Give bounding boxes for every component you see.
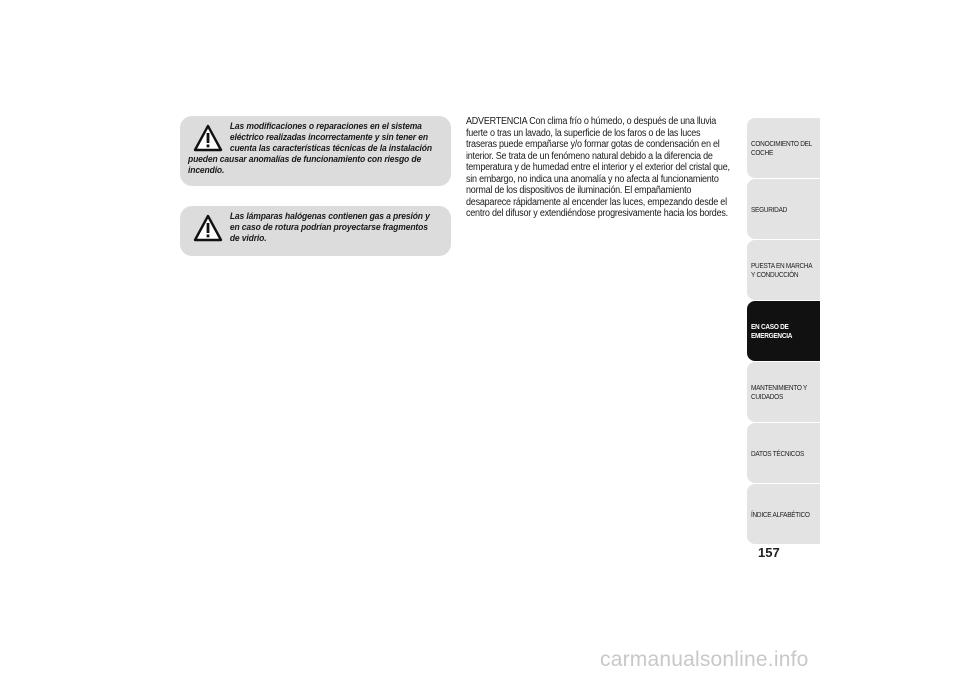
advertencia-paragraph: ADVERTENCIA Con clima frío o húmedo, o después de una lluvia fuerte o tras un lavado, la superficie de los faros o de las luces traseras puede empañarse y/o formar gotas de condensación en el interior. Se trata de un fenómeno natural debido a la diferencia de temperatura y de humedad entre el interior y el exterior del cristal que, sin embargo, no indica una anomalía y no afecta al funcionamiento normal de los dispositivos de iluminación. El empañamiento desaparece rápidamente al encender las luces, empezando desde el centro del difusor y extendiéndose progresivamente hacia los bordes. [466,116,730,219]
watermark: carmanualsonline.info [600,648,809,671]
tab-seguridad[interactable]: SEGURIDAD [747,179,820,239]
warning-text: Las lámparas halógenas contienen gas a presión y en caso de rotura podrían proyectarse fragmentos de vidrio. [229,211,430,243]
warning-box-halogen [180,206,451,256]
page-number: 157 [758,545,780,560]
tab-indice-alfabetico[interactable]: ÍNDICE ALFABÉTICO [747,484,820,544]
warning-box-electrical [180,116,451,186]
warning-text: Las modificaciones o reparaciones en el sistema eléctrico realizadas incorrectamente y sin tener en cuenta las características técnicas de la instalación pueden causar anomalías de funcionamiento con riesgo de incendio. [188,121,432,175]
tab-datos-tecnicos[interactable]: DATOS TÉCNICOS [747,423,820,483]
chapter-sidebar [747,118,820,545]
tab-conocimiento-del-coche[interactable]: CONOCIMIENTO DEL COCHE [747,118,820,178]
tab-en-caso-de-emergencia[interactable]: EN CASO DE EMERGENCIA [747,301,820,361]
tab-puesta-en-marcha[interactable]: PUESTA EN MARCHA Y CONDUCCIÓN [747,240,820,300]
tab-mantenimiento-y-cuidados[interactable]: MANTENIMIENTO Y CUIDADOS [747,362,820,422]
